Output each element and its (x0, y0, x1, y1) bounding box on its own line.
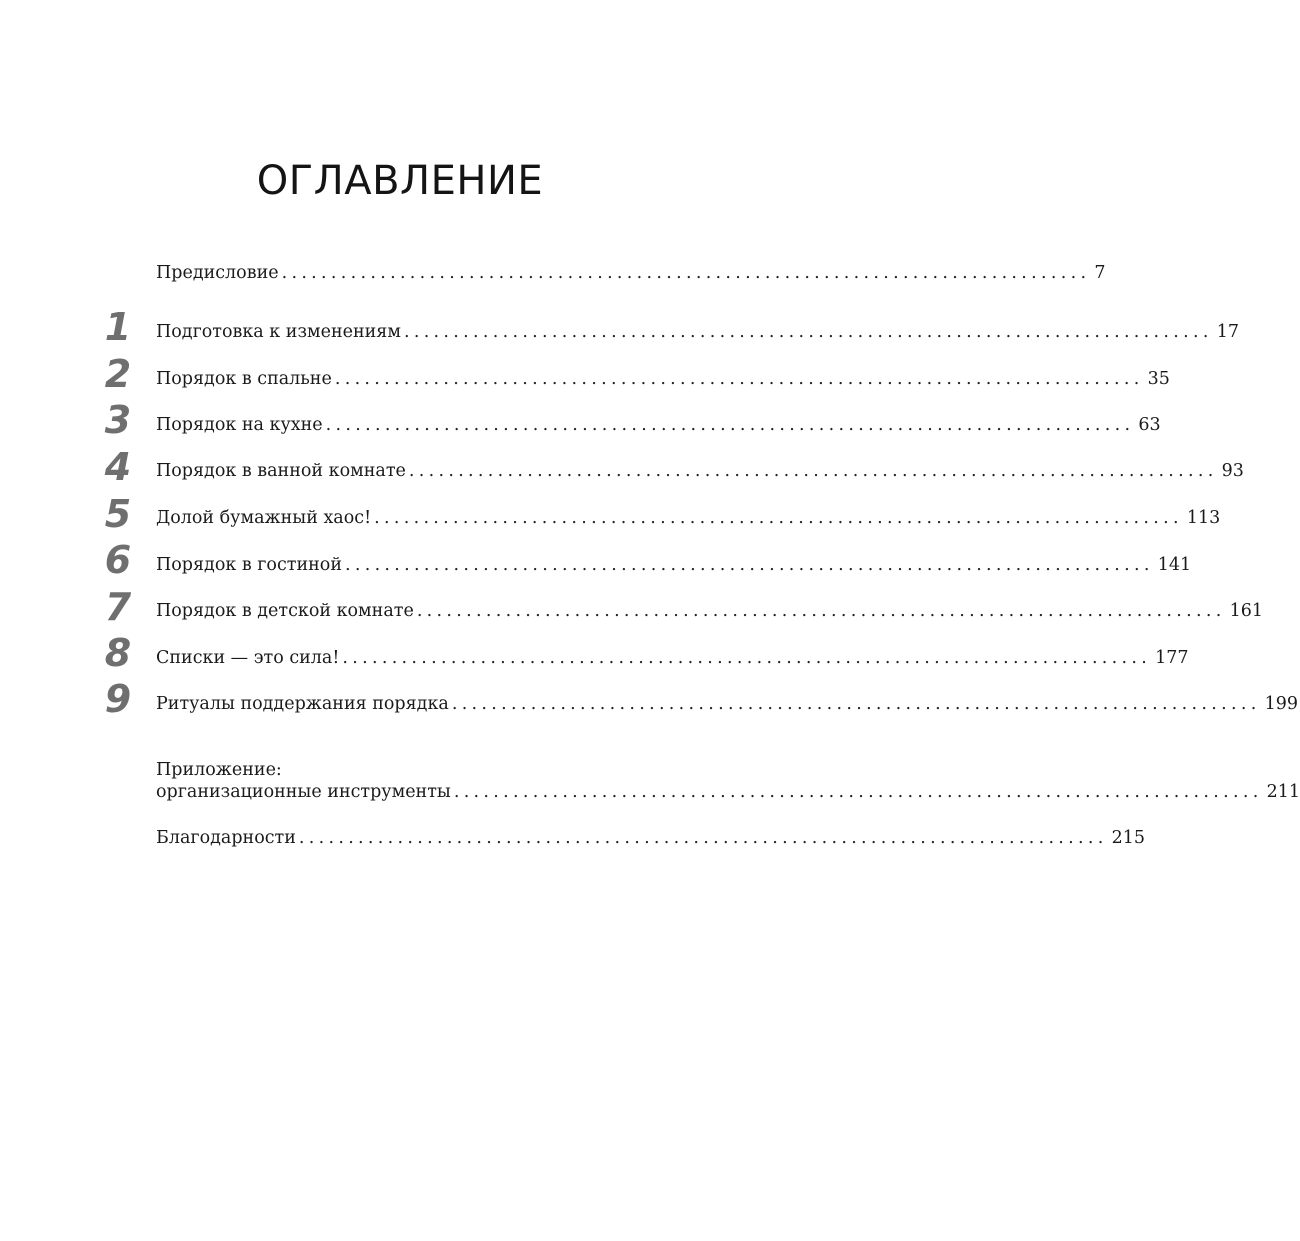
toc-entry-chapter-6[interactable] (156, 554, 1192, 576)
chapter-number: 4 (104, 445, 132, 489)
dot-leader: .................................................................................. (344, 555, 1154, 575)
toc-entry-label: Порядок в спальне (156, 369, 332, 389)
toc-entry-label: Ритуалы поддержания порядка (156, 694, 449, 714)
toc-entry-page: 211 (1266, 782, 1300, 802)
toc-entry-chapter-1[interactable] (156, 321, 1239, 343)
toc-entry-page: 7 (1094, 263, 1106, 283)
chapter-number: 2 (104, 352, 132, 396)
toc-entry-page: 17 (1216, 322, 1239, 342)
dot-leader: .................................................................................. (334, 369, 1144, 389)
toc-entry-page: 93 (1221, 461, 1244, 481)
toc-entry-preface[interactable] (156, 262, 1106, 284)
toc-entry-page: 215 (1111, 828, 1146, 848)
toc-entry-label: организационные инструменты (156, 782, 451, 802)
dot-leader: .................................................................................. (298, 828, 1108, 848)
toc-entry-chapter-2[interactable] (156, 368, 1170, 390)
toc-entry-label: Порядок в гостиной (156, 555, 342, 575)
toc-entry-label: Порядок в ванной комнате (156, 461, 406, 481)
toc-entry-label: Порядок на кухне (156, 415, 323, 435)
toc-entry-page: 113 (1186, 508, 1221, 528)
toc-entry-chapter-4[interactable] (156, 460, 1244, 482)
toc-entry-chapter-5[interactable] (156, 507, 1221, 529)
dot-leader: .................................................................................. (403, 322, 1213, 342)
chapter-number: 5 (104, 492, 132, 536)
toc-entry-appendix-heading[interactable]: Приложение: (156, 760, 282, 780)
chapter-number: 1 (104, 305, 132, 349)
toc-entry-label: Благодарности (156, 828, 296, 848)
toc-entry-label: Предисловие (156, 263, 279, 283)
toc-entry-page: 177 (1155, 648, 1189, 668)
dot-leader: .................................................................................. (416, 601, 1226, 621)
toc-entry-page: 141 (1157, 555, 1192, 575)
toc-entry-label: Подготовка к изменениям (156, 322, 401, 342)
toc-entry-label: Списки — это сила! (156, 648, 340, 668)
dot-leader: .................................................................................. (325, 415, 1135, 435)
dot-leader: .................................................................................. (453, 782, 1263, 802)
dot-leader: .................................................................................. (408, 461, 1218, 481)
dot-leader: .................................................................................. (342, 648, 1152, 668)
chapter-number: 8 (104, 631, 132, 675)
chapter-number: 3 (104, 398, 132, 442)
dot-leader: .................................................................................. (374, 508, 1183, 528)
chapter-number: 6 (104, 538, 132, 582)
toc-entry-label: Долой бумажный хаос! (156, 508, 372, 528)
toc-entry-appendix[interactable] (156, 781, 1300, 803)
page-title: ОГЛАВЛЕНИЕ (256, 158, 544, 204)
chapter-number: 7 (104, 585, 132, 629)
chapter-number: 9 (104, 677, 132, 721)
toc-entry-chapter-8[interactable] (156, 647, 1189, 669)
toc-entry-page: 63 (1138, 415, 1161, 435)
dot-leader: .................................................................................. (451, 694, 1261, 714)
toc-entry-chapter-9[interactable] (156, 693, 1298, 715)
toc-entry-page: 35 (1147, 369, 1170, 389)
toc-entry-page: 161 (1229, 601, 1263, 621)
toc-entry-acknowledgements[interactable] (156, 827, 1146, 849)
toc-entry-label: Порядок в детской комнате (156, 601, 414, 621)
toc-entry-chapter-7[interactable] (156, 600, 1263, 622)
dot-leader: .................................................................................. (281, 263, 1091, 283)
toc-entry-page: 199 (1264, 694, 1298, 714)
toc-entry-chapter-3[interactable] (156, 414, 1161, 436)
